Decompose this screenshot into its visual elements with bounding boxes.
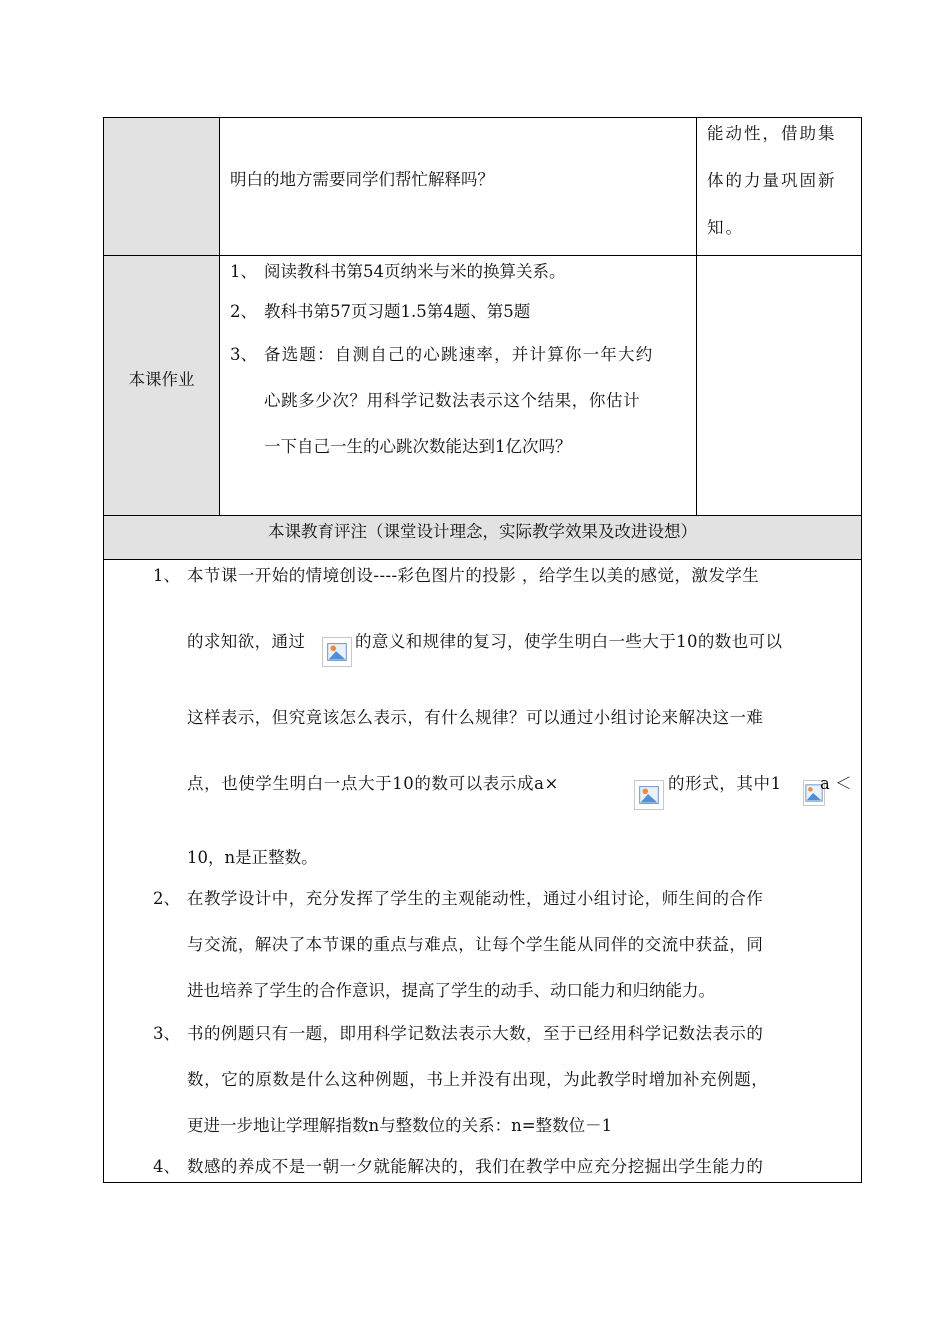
- review-item-3-line-2: 数，它的原数是什么这种例题，书上并没有出现，为此教学时增加补充例题，: [187, 1070, 769, 1089]
- review-item-4-line-1: 数感的养成不是一朝一夕就能解决的，我们在教学中应充分挖掘出学生能力的: [187, 1157, 764, 1176]
- homework-item-2-num: 2、: [230, 302, 257, 321]
- review-item-1-line-2a: 的求知欲，通过: [187, 632, 306, 651]
- formula-image-icon: [634, 780, 664, 810]
- homework-item-3-num: 3、: [230, 345, 257, 364]
- row1-middle-text: 明白的地方需要同学们帮忙解释吗？: [230, 170, 494, 189]
- homework-label: 本课作业: [128, 370, 195, 389]
- col-divider-2: [696, 117, 697, 515]
- review-item-2-line-3: 进也培养了学生的合作意识，提高了学生的动手、动口能力和归纳能力。: [187, 981, 715, 1000]
- review-item-1-line-4b: 的形式，其中1: [668, 774, 782, 793]
- review-item-3-line-3: 更进一步地让学理解指数n与整数位的关系：n=整数位－1: [187, 1116, 613, 1135]
- homework-item-1-line-1: 阅读教科书第54页纳米与米的换算关系。: [264, 262, 566, 281]
- row-divider-3: [103, 559, 862, 560]
- row1-right-line-2: 体的力量巩固新: [707, 171, 837, 190]
- review-item-1-line-3: 这样表示，但究竟该怎么表示，有什么规律？可以通过小组讨论来解决这一难: [187, 708, 764, 727]
- review-item-3-num: 3、: [153, 1024, 180, 1043]
- review-item-1-line-4c: a ＜: [820, 774, 852, 793]
- row1-right-line-3: 知。: [707, 218, 744, 237]
- table-border-bottom: [103, 1182, 862, 1183]
- homework-item-2-line-1: 教科书第57页习题1.5第4题、第5题: [264, 302, 531, 321]
- row1-right-line-1: 能动性，借助集: [707, 124, 837, 143]
- formula-image-icon: [322, 637, 352, 667]
- review-item-1-line-4a: 点，也使学生明白一点大于10的数可以表示成a×: [187, 774, 559, 793]
- review-item-1-num: 1、: [153, 566, 180, 585]
- review-item-4-num: 4、: [153, 1157, 180, 1176]
- row-divider-2: [103, 515, 862, 516]
- table-border-left: [103, 117, 104, 1183]
- table-border-right: [861, 117, 862, 1183]
- homework-item-3-line-3: 一下自己一生的心跳次数能达到1亿次吗？: [264, 437, 572, 456]
- homework-item-3-line-1: 备选题：自测自己的心跳速率，并计算你一年大约: [264, 345, 654, 364]
- review-item-1-line-2b: 的意义和规律的复习，使学生明白一些大于10的数也可以: [355, 632, 783, 651]
- review-item-2-line-1: 在教学设计中，充分发挥了学生的主观能动性，通过小组讨论，师生间的合作: [187, 889, 764, 908]
- review-item-2-line-2: 与交流，解决了本节课的重点与难点，让每个学生能从同伴的交流中获益，同: [187, 935, 764, 954]
- homework-item-1-num: 1、: [230, 262, 257, 281]
- review-item-1-line-5: 10，n是正整数。: [187, 848, 318, 867]
- table-border-top: [103, 117, 862, 118]
- review-item-2-num: 2、: [153, 889, 180, 908]
- review-header: 本课教育评注（课堂设计理念，实际教学效果及改进设想）: [268, 522, 697, 541]
- homework-item-3-line-2: 心跳多少次？用科学记数法表示这个结果，你估计: [264, 391, 641, 410]
- review-item-3-line-1: 书的例题只有一题，即用科学记数法表示大数，至于已经用科学记数法表示的: [187, 1024, 764, 1043]
- row-divider-1: [103, 255, 862, 256]
- col-divider-1: [219, 117, 220, 515]
- row1-label-cell: [104, 118, 219, 255]
- review-item-1-line-1: 本节课一开始的情境创设----彩色图片的投影 ，给学生以美的感觉，激发学生: [187, 566, 760, 585]
